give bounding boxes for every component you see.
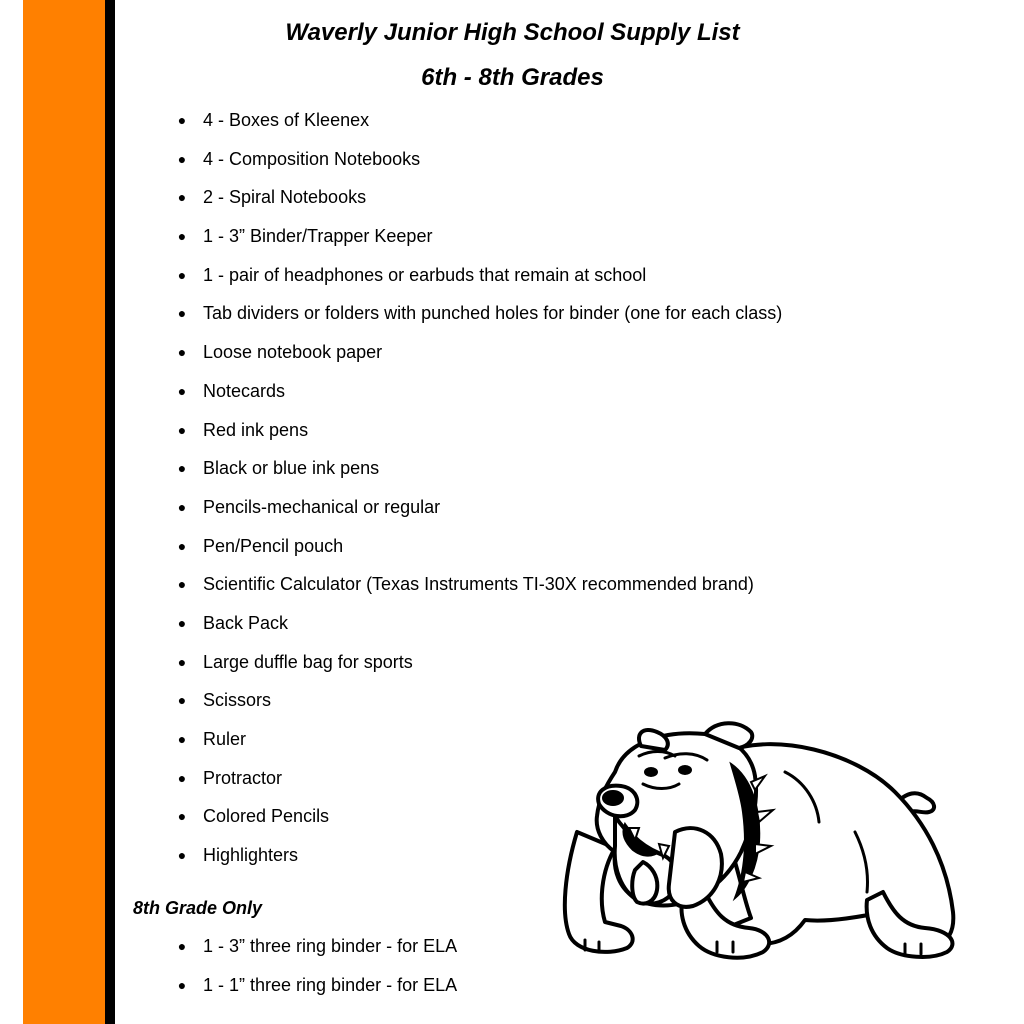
list-item-text: 1 - 1” three ring binder - for ELA xyxy=(203,974,458,995)
bullet-icon: ● xyxy=(177,692,187,709)
list-item-text: Ruler xyxy=(203,729,247,749)
list-item-text: Black or blue ink pens xyxy=(203,458,380,479)
bullet-icon: ● xyxy=(177,228,187,245)
sidebar-orange-stripe xyxy=(23,0,105,1024)
list-item-text: Pen/Pencil pouch xyxy=(203,535,344,556)
list-item-text: 2 - Spiral Notebooks xyxy=(203,187,367,208)
bullet-icon: ● xyxy=(177,576,187,593)
list-item-text: 1 - pair of headphones or earbuds that remain at school xyxy=(203,264,647,285)
list-item-text: Protractor xyxy=(203,767,283,788)
bullet-icon: ● xyxy=(177,808,187,825)
bullet-icon: ● xyxy=(177,421,187,438)
bullet-icon: ● xyxy=(177,498,187,515)
bullet-icon: ● xyxy=(177,847,187,864)
page-subtitle: 6th - 8th Grades xyxy=(421,64,604,91)
list-item-text: Scissors xyxy=(203,690,272,711)
bulldog-mascot-icon xyxy=(555,712,980,972)
bullet-icon: ● xyxy=(177,150,187,167)
bullet-icon: ● xyxy=(177,731,187,747)
list-item-text: Highlighters xyxy=(203,845,299,866)
bullet-icon: ● xyxy=(177,112,187,128)
list-item-text: Scientific Calculator (Texas Instruments TI-30X recommended brand) xyxy=(203,574,754,595)
list-item-text: 1 - 3” Binder/Trapper Keeper xyxy=(203,226,433,247)
bullet-icon: ● xyxy=(177,305,187,322)
bullet-icon: ● xyxy=(177,976,187,993)
eighth-grade-heading: 8th Grade Only xyxy=(133,898,263,918)
bullet-icon: ● xyxy=(177,653,187,670)
bullet-icon: ● xyxy=(177,614,187,631)
list-item-text: Large duffle bag for sports xyxy=(203,651,413,672)
bullet-icon: ● xyxy=(177,266,187,283)
list-item-text: Pencils-mechanical or regular xyxy=(203,496,441,517)
list-item-text: Loose notebook paper xyxy=(203,342,383,363)
list-item-text: 4 - Composition Notebooks xyxy=(203,148,421,169)
bullet-icon: ● xyxy=(177,938,187,954)
list-item-text: 1 - 3” three ring binder - for ELA xyxy=(203,936,458,956)
bullet-icon: ● xyxy=(177,460,187,477)
sidebar-black-stripe xyxy=(105,0,115,1024)
bullet-icon: ● xyxy=(177,537,187,554)
list-item-text: Back Pack xyxy=(203,612,289,633)
bullet-icon: ● xyxy=(177,382,187,399)
page-title: Waverly Junior High School Supply List xyxy=(285,19,740,46)
bullet-icon: ● xyxy=(177,344,187,361)
list-item-text: Tab dividers or folders with punched holes for binder (one for each class) xyxy=(203,303,783,324)
bullet-icon: ● xyxy=(177,769,187,786)
list-item-text: 4 - Boxes of Kleenex xyxy=(203,110,370,130)
bullet-icon: ● xyxy=(177,189,187,206)
list-item-text: Notecards xyxy=(203,380,286,401)
list-item-text: Colored Pencils xyxy=(203,806,330,827)
list-item-text: Red ink pens xyxy=(203,419,309,440)
